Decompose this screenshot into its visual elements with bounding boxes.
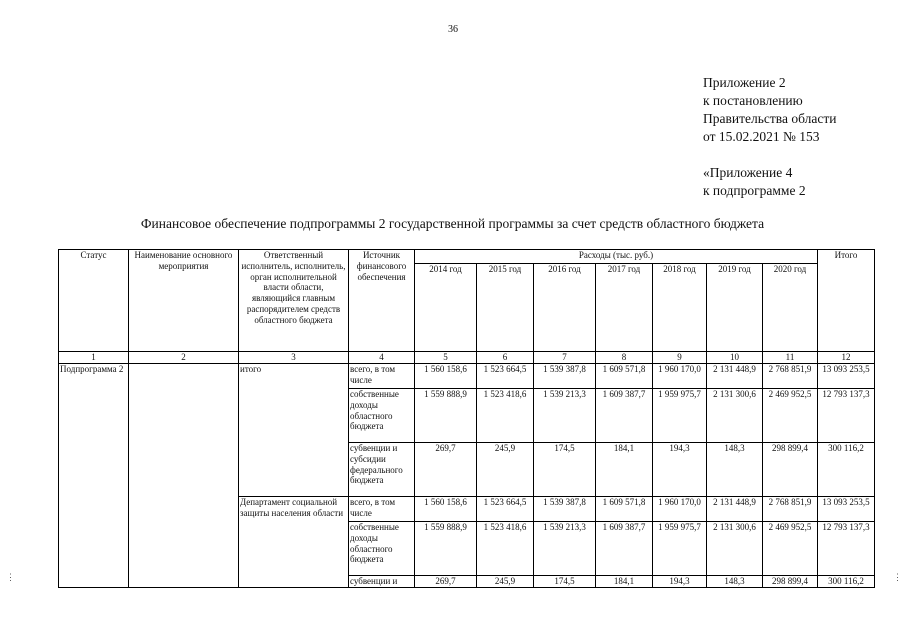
source-cell: субвенции и <box>349 576 415 588</box>
header-source: Источник финансового обеспечения <box>349 250 415 352</box>
value-cell: 174,5 <box>534 443 596 497</box>
header-year: 2015 год <box>477 264 534 352</box>
value-cell: 2 131 448,9 <box>707 364 763 389</box>
header-status: Статус <box>59 250 129 352</box>
value-cell: 2 768 851,9 <box>763 364 818 389</box>
column-number: 9 <box>653 352 707 364</box>
header-total: Итого <box>818 250 875 352</box>
value-cell: 1 539 213,3 <box>534 522 596 576</box>
value-cell: 1 523 664,5 <box>477 497 534 522</box>
value-cell: 1 959 975,7 <box>653 389 707 443</box>
value-cell: 2 469 952,5 <box>763 522 818 576</box>
value-cell: 1 960 170,0 <box>653 364 707 389</box>
value-cell: 2 469 952,5 <box>763 389 818 443</box>
value-cell: 184,1 <box>596 443 653 497</box>
column-number: 7 <box>534 352 596 364</box>
value-cell: 148,3 <box>707 443 763 497</box>
header-year: 2018 год <box>653 264 707 352</box>
value-cell: 1 609 387,7 <box>596 389 653 443</box>
source-cell: собственные доходы областного бюджета <box>349 389 415 443</box>
column-number: 12 <box>818 352 875 364</box>
column-number: 1 <box>59 352 129 364</box>
value-cell: 1 539 387,8 <box>534 364 596 389</box>
total-cell: 12 793 137,3 <box>818 389 875 443</box>
header-year: 2014 год <box>415 264 477 352</box>
value-cell: 2 131 300,6 <box>707 389 763 443</box>
total-cell: 12 793 137,3 <box>818 522 875 576</box>
responsible-cell: Департамент социальной защиты населения области <box>239 497 349 588</box>
value-cell: 148,3 <box>707 576 763 588</box>
table-row <box>59 364 875 389</box>
value-cell: 184,1 <box>596 576 653 588</box>
source-cell: субвенции и субсидии федерального бюджета <box>349 443 415 497</box>
appendix-line: «Приложение 4 <box>703 165 793 180</box>
source-cell: всего, в том числе <box>349 497 415 522</box>
responsible-cell: итого <box>239 364 349 497</box>
appendix-line: к постановлению <box>703 93 803 108</box>
value-cell: 269,7 <box>415 443 477 497</box>
header-year: 2019 год <box>707 264 763 352</box>
header-expenses: Расходы (тыс. руб.) <box>415 250 818 264</box>
header-year: 2017 год <box>596 264 653 352</box>
column-number: 4 <box>349 352 415 364</box>
appendix-line: от 15.02.2021 № 153 <box>703 129 820 144</box>
financing-table <box>58 249 875 588</box>
column-number: 2 <box>129 352 239 364</box>
scan-edge-mark: ⋮ <box>6 572 15 582</box>
scan-edge-mark: ⋮ <box>893 572 902 582</box>
value-cell: 245,9 <box>477 576 534 588</box>
value-cell: 1 559 888,9 <box>415 389 477 443</box>
value-cell: 194,3 <box>653 443 707 497</box>
value-cell: 1 609 571,8 <box>596 364 653 389</box>
document-title: Финансовое обеспечение подпрограммы 2 государственной программы за счет средств областного бюджета <box>140 216 765 231</box>
value-cell: 2 131 448,9 <box>707 497 763 522</box>
appendix-line: к подпрограмме 2 <box>703 183 806 198</box>
value-cell: 2 768 851,9 <box>763 497 818 522</box>
total-cell: 13 093 253,5 <box>818 497 875 522</box>
value-cell: 174,5 <box>534 576 596 588</box>
column-number: 11 <box>763 352 818 364</box>
appendix-line: Приложение 2 <box>703 75 786 90</box>
status-cell: Подпрограмма 2 <box>59 364 129 588</box>
value-cell: 298 899,4 <box>763 443 818 497</box>
value-cell: 1 523 664,5 <box>477 364 534 389</box>
event-name-cell <box>129 364 239 588</box>
value-cell: 194,3 <box>653 576 707 588</box>
value-cell: 1 523 418,6 <box>477 389 534 443</box>
total-cell: 300 116,2 <box>818 443 875 497</box>
total-cell: 300 116,2 <box>818 576 875 588</box>
value-cell: 298 899,4 <box>763 576 818 588</box>
value-cell: 1 609 387,7 <box>596 522 653 576</box>
appendix-block <box>703 74 836 200</box>
column-number: 8 <box>596 352 653 364</box>
value-cell: 1 539 387,8 <box>534 497 596 522</box>
value-cell: 1 959 975,7 <box>653 522 707 576</box>
total-cell: 13 093 253,5 <box>818 364 875 389</box>
source-cell: собственные доходы областного бюджета <box>349 522 415 576</box>
value-cell: 1 960 170,0 <box>653 497 707 522</box>
value-cell: 269,7 <box>415 576 477 588</box>
header-responsible: Ответственный исполнитель, исполнитель, орган исполнительной власти области, являющийся главным распорядителем средств областного бюджета <box>239 250 349 352</box>
column-number: 10 <box>707 352 763 364</box>
financing-table-wrapper <box>58 249 875 588</box>
value-cell: 1 560 158,6 <box>415 364 477 389</box>
value-cell: 245,9 <box>477 443 534 497</box>
column-number: 6 <box>477 352 534 364</box>
source-cell: всего, в том числе <box>349 364 415 389</box>
value-cell: 1 559 888,9 <box>415 522 477 576</box>
appendix-line: Правительства области <box>703 111 837 126</box>
header-year: 2020 год <box>763 264 818 352</box>
value-cell: 1 523 418,6 <box>477 522 534 576</box>
value-cell: 1 609 571,8 <box>596 497 653 522</box>
header-year: 2016 год <box>534 264 596 352</box>
page-number: 36 <box>448 24 458 35</box>
value-cell: 1 539 213,3 <box>534 389 596 443</box>
value-cell: 2 131 300,6 <box>707 522 763 576</box>
column-number: 5 <box>415 352 477 364</box>
value-cell: 1 560 158,6 <box>415 497 477 522</box>
column-number: 3 <box>239 352 349 364</box>
header-event-name: Наименование основного мероприятия <box>129 250 239 352</box>
